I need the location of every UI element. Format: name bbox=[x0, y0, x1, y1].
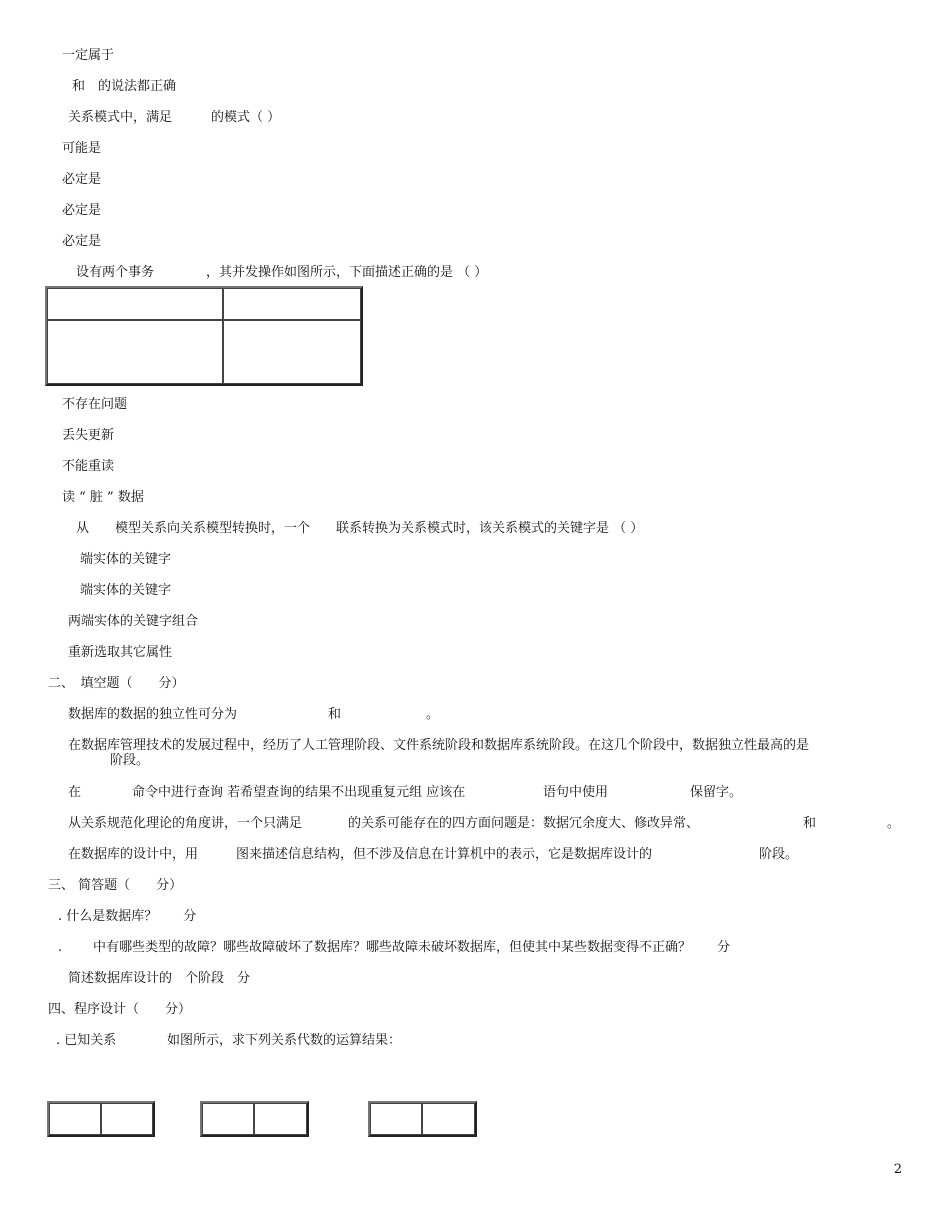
relation-table-s bbox=[200, 1101, 309, 1137]
fill-text: 在 bbox=[68, 785, 82, 800]
fill-text: 图来描述信息结构，但不涉及信息在计算机中的表示，它是数据库设计的 bbox=[236, 847, 653, 862]
option-text: 丢失更新 bbox=[62, 428, 115, 443]
option-text: 一定属于 bbox=[62, 48, 115, 63]
table-cell bbox=[101, 1103, 153, 1135]
option-text: 不能重读 bbox=[62, 459, 115, 474]
question-text: 设有两个事务 ，其并发操作如图所示，下面描述正确的是 （ ） bbox=[76, 265, 488, 280]
table-cell bbox=[47, 320, 223, 384]
transaction-table bbox=[45, 286, 363, 386]
relation-table-t bbox=[368, 1101, 477, 1137]
fill-text: 在数据库管理技术的发展过程中，经历了人工管理阶段、文件系统阶段和数据库系统阶段。在这几个阶段中，数据独立性最高的是 bbox=[68, 738, 810, 753]
fill-text: 语句中使用 bbox=[543, 785, 609, 800]
fill-text: 从关系规范化理论的角度讲，一个只满足 bbox=[68, 816, 303, 831]
fill-text: 阶段。 bbox=[110, 753, 150, 768]
option-text: 端实体的关键字 bbox=[80, 583, 172, 598]
option-text: 必定是 bbox=[62, 203, 102, 218]
table-cell bbox=[370, 1103, 422, 1135]
question-text: 从 模型关系向关系模型转换时，一个 联系转换为关系模式时，该关系模式的关键字是 （ ） bbox=[76, 521, 644, 536]
option-text: 不存在问题 bbox=[62, 397, 128, 412]
page-number: 2 bbox=[893, 1162, 902, 1177]
fill-text: 保留字。 bbox=[690, 785, 743, 800]
option-text: 和 的说法都正确 bbox=[72, 79, 177, 94]
fill-text: 阶段。 bbox=[759, 847, 799, 862]
section-heading: 四、程序设计（ 分） bbox=[48, 1002, 192, 1017]
fill-text: 数据库的数据的独立性可分为 bbox=[68, 707, 238, 722]
table-cell bbox=[223, 288, 361, 320]
section-heading: 三、 简答题（ 分） bbox=[48, 878, 183, 893]
option-text: 重新选取其它属性 bbox=[68, 645, 173, 660]
question-text: 关系模式中，满足 的模式（ ） bbox=[68, 110, 281, 125]
option-text: 必定是 bbox=[62, 172, 102, 187]
fill-text: 的关系可能存在的四方面问题是：数据冗余度大、修改异常、 bbox=[348, 816, 700, 831]
fill-text: 。 bbox=[887, 816, 901, 831]
fill-text: 。 bbox=[426, 707, 440, 722]
option-text: 读 “ 脏 ” 数据 bbox=[62, 490, 144, 505]
option-text: 必定是 bbox=[62, 234, 102, 249]
table-cell bbox=[254, 1103, 307, 1135]
table-cell bbox=[223, 320, 361, 384]
fill-text: 在数据库的设计中，用 bbox=[68, 847, 199, 862]
question-text: 简述数据库设计的 个阶段 分 bbox=[68, 971, 251, 986]
section-heading: 二、 填空题（ 分） bbox=[48, 676, 185, 691]
table-cell bbox=[202, 1103, 254, 1135]
fill-text: 和 bbox=[328, 707, 342, 722]
fill-text: 命令中进行查询 若希望查询的结果不出现重复元组 应该在 bbox=[132, 785, 466, 800]
question-text: . bbox=[58, 940, 63, 955]
fill-text: 和 bbox=[803, 816, 817, 831]
option-text: 端实体的关键字 bbox=[80, 552, 172, 567]
option-text: 两端实体的关键字组合 bbox=[68, 614, 199, 629]
question-text: 中有哪些类型的故障？哪些故障破坏了数据库？哪些故障未破坏数据库，但使其中某些数据变得不正确？ 分 bbox=[93, 940, 731, 955]
table-cell bbox=[422, 1103, 475, 1135]
relation-table-r bbox=[47, 1101, 155, 1137]
question-text: . 已知关系 bbox=[56, 1033, 117, 1048]
question-text: 如图所示，求下列关系代数的运算结果： bbox=[167, 1033, 402, 1048]
table-cell bbox=[47, 288, 223, 320]
option-text: 可能是 bbox=[62, 141, 102, 156]
question-text: . 什么是数据库？ 分 bbox=[58, 909, 197, 924]
table-cell bbox=[49, 1103, 101, 1135]
